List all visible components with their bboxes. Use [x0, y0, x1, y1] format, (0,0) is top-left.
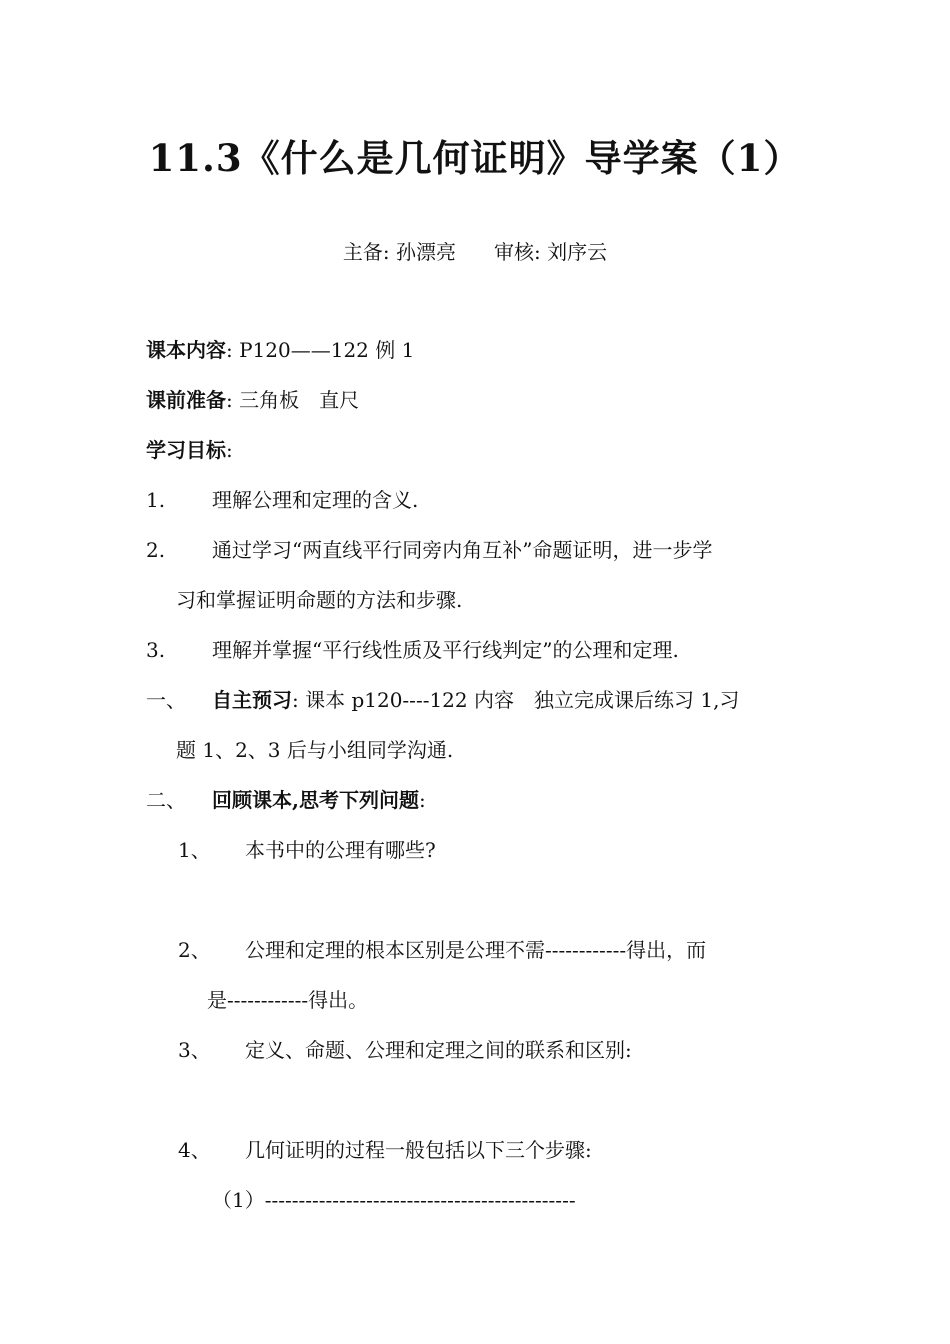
textbook-value: : P120——122 例 1 — [226, 338, 415, 362]
review-colon: : — [418, 788, 426, 812]
self-preview — [212, 686, 739, 714]
lead-author: 主备: 孙漂亮 — [342, 240, 456, 264]
section-number: 一、 — [146, 688, 186, 712]
objective-text: 理解并掌握“平行线性质及平行线判定”的公理和定理. — [212, 638, 679, 662]
objectives-label: 学习目标 — [146, 438, 226, 462]
objective-text-cont: 习和掌握证明命题的方法和步骤. — [176, 588, 463, 612]
review-heading — [212, 786, 426, 814]
objectives-colon: : — [226, 438, 233, 462]
question-text-cont: 是------------得出。 — [207, 988, 369, 1012]
prep-label: 课前准备 — [146, 388, 226, 412]
textbook-content — [146, 336, 414, 364]
authors-line — [0, 236, 950, 265]
self-preview-cont: 题 1、2、3 后与小组同学沟通. — [176, 738, 454, 762]
prep-value: : 三角板 直尺 — [226, 388, 360, 412]
review-label: 回顾课本,思考下列问题 — [212, 788, 419, 812]
objective-number: 1. — [146, 488, 166, 512]
objective-text: 通过学习“两直线平行同旁内角互补”命题证明，进一步学 — [212, 538, 713, 562]
question-text: 几何证明的过程一般包括以下三个步骤: — [245, 1138, 592, 1162]
objective-number: 2. — [146, 538, 166, 562]
textbook-label: 课本内容 — [146, 338, 226, 362]
question-number: 4、 — [178, 1138, 211, 1162]
question-number: 2、 — [178, 938, 211, 962]
question-number: 3、 — [178, 1038, 211, 1062]
class-prep — [146, 386, 359, 414]
self-preview-text: : 课本 p120----122 内容 独立完成课后练习 1,习 — [292, 688, 740, 712]
objective-number: 3. — [146, 638, 166, 662]
question-number: 1、 — [178, 838, 211, 862]
section-number: 二、 — [146, 788, 186, 812]
question-text: 本书中的公理有哪些? — [245, 838, 436, 862]
objective-text: 理解公理和定理的含义. — [212, 488, 419, 512]
reviewer: 审核: 刘序云 — [494, 240, 608, 264]
step-1-blank: （1）---------------------------------------------- — [212, 1188, 576, 1212]
page-title: 11.3《什么是几何证明》导学案（1） — [148, 136, 802, 180]
self-preview-label: 自主预习 — [212, 688, 292, 712]
question-text: 定义、命题、公理和定理之间的联系和区别: — [245, 1038, 632, 1062]
objectives-heading — [146, 436, 233, 464]
question-text: 公理和定理的根本区别是公理不需------------得出，而 — [245, 938, 707, 962]
